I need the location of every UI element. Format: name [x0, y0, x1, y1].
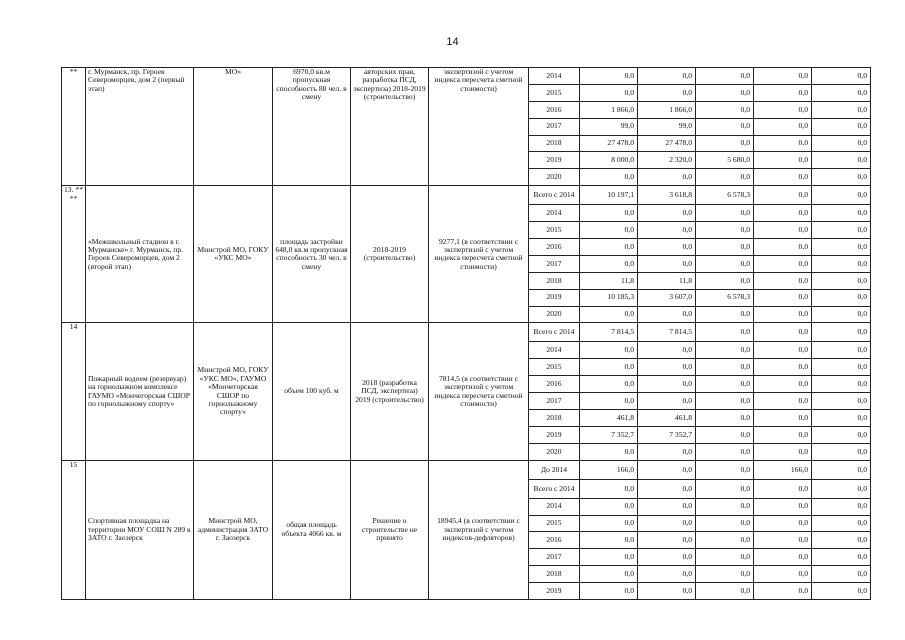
value-cell: 166,0 [754, 460, 812, 479]
value-cell: 0,0 [754, 222, 812, 239]
year-cell: 2016 [529, 532, 580, 549]
year-cell: 2014 [529, 68, 580, 85]
value-cell: 0,0 [812, 289, 871, 306]
value-cell: 0,0 [754, 566, 812, 583]
row-number: ** [62, 68, 86, 186]
value-cell: 11,8 [638, 272, 696, 289]
year-cell: Всего с 2014 [529, 479, 580, 498]
value-cell: 0,0 [638, 255, 696, 272]
object-name: г. Мурманск, пр. Героев Североморцев, дом 2 (первый этап) [86, 68, 194, 186]
table-row [62, 186, 871, 205]
value-cell: 0,0 [812, 443, 871, 460]
value-cell: 0,0 [638, 84, 696, 101]
value-cell: 0,0 [754, 306, 812, 323]
year-cell: 2016 [529, 239, 580, 256]
year-cell: 2017 [529, 393, 580, 410]
value-cell: 0,0 [754, 323, 812, 342]
value-cell: 0,0 [754, 479, 812, 498]
value-cell: 10 185,3 [580, 289, 638, 306]
value-cell: 0,0 [580, 169, 638, 186]
year-cell: 2017 [529, 118, 580, 135]
value-cell: 7 814,5 [580, 323, 638, 342]
value-cell: 0,0 [696, 272, 754, 289]
value-cell: 0,0 [754, 583, 812, 600]
value-cell: 0,0 [696, 323, 754, 342]
year-cell: 2015 [529, 84, 580, 101]
year-cell: 2014 [529, 205, 580, 222]
value-cell: 0,0 [812, 255, 871, 272]
value-cell: 0,0 [754, 426, 812, 443]
value-cell: 0,0 [812, 376, 871, 393]
value-cell: 0,0 [638, 583, 696, 600]
value-cell: 99,0 [580, 118, 638, 135]
investment-table [61, 67, 871, 600]
value-cell: 0,0 [580, 306, 638, 323]
value-cell: 0,0 [696, 583, 754, 600]
value-cell: 0,0 [638, 342, 696, 359]
value-cell: 0,0 [696, 498, 754, 515]
value-cell: 0,0 [812, 479, 871, 498]
year-cell: 2019 [529, 426, 580, 443]
value-cell: 0,0 [580, 393, 638, 410]
period: Решение о строительстве не принято [351, 460, 429, 599]
value-cell: 0,0 [812, 532, 871, 549]
value-cell: 0,0 [580, 84, 638, 101]
year-cell: 2020 [529, 169, 580, 186]
value-cell: 0,0 [638, 532, 696, 549]
value-cell: 0,0 [812, 222, 871, 239]
value-cell: 0,0 [754, 152, 812, 169]
value-cell: 0,0 [754, 169, 812, 186]
object-name: «Межшкольный стадион в г. Мурманске» г. Мурманск, пр. Героев Североморцев, дом 2 (второй этап) [86, 186, 194, 323]
value-cell: 0,0 [754, 359, 812, 376]
value-cell: 0,0 [812, 68, 871, 85]
value-cell: 0,0 [580, 479, 638, 498]
year-cell: 2014 [529, 498, 580, 515]
value-cell: 0,0 [754, 515, 812, 532]
value-cell: 0,0 [754, 118, 812, 135]
value-cell: 0,0 [638, 393, 696, 410]
value-cell: 5 680,0 [696, 152, 754, 169]
value-cell: 0,0 [812, 101, 871, 118]
value-cell: 0,0 [580, 342, 638, 359]
period: 2018-2019 (строительство) [351, 186, 429, 323]
value-cell: 0,0 [696, 410, 754, 427]
value-cell: 0,0 [638, 479, 696, 498]
value-cell: 0,0 [754, 101, 812, 118]
value-cell: 0,0 [638, 515, 696, 532]
value-cell: 7 352,7 [580, 426, 638, 443]
page-number: 14 [446, 36, 459, 48]
value-cell: 99,0 [638, 118, 696, 135]
value-cell: 0,0 [754, 205, 812, 222]
value-cell: 0,0 [638, 306, 696, 323]
value-cell: 6 578,3 [696, 289, 754, 306]
value-cell: 3 607,0 [638, 289, 696, 306]
table-row [62, 460, 871, 479]
value-cell: 3 618,8 [638, 186, 696, 205]
value-cell: 0,0 [812, 359, 871, 376]
value-cell: 0,0 [754, 376, 812, 393]
capacity: общая площадь объекта 4066 кв. м [273, 460, 351, 599]
capacity: 6970,0 кв.м пропускная способность 88 чел. в смену [273, 68, 351, 186]
value-cell: 0,0 [754, 549, 812, 566]
value-cell: 0,0 [754, 498, 812, 515]
value-cell: 0,0 [696, 169, 754, 186]
value-cell: 0,0 [812, 515, 871, 532]
table-row [62, 323, 871, 342]
value-cell: 0,0 [580, 222, 638, 239]
year-cell: 2020 [529, 443, 580, 460]
period: 2018 (разработка ПСД, экспертиза) 2019 (строительство) [351, 323, 429, 460]
value-cell: 0,0 [638, 68, 696, 85]
value-cell: 0,0 [812, 135, 871, 152]
value-cell: 0,0 [812, 498, 871, 515]
value-cell: 0,0 [696, 255, 754, 272]
year-cell: 2018 [529, 410, 580, 427]
value-cell: 0,0 [638, 460, 696, 479]
value-cell: 0,0 [696, 359, 754, 376]
value-cell: 0,0 [754, 272, 812, 289]
value-cell: 0,0 [696, 566, 754, 583]
value-cell: 0,0 [580, 359, 638, 376]
value-cell: 0,0 [638, 566, 696, 583]
value-cell: 0,0 [812, 239, 871, 256]
value-cell: 7 352,7 [638, 426, 696, 443]
value-cell: 0,0 [580, 532, 638, 549]
value-cell: 0,0 [696, 443, 754, 460]
value-cell: 0,0 [754, 443, 812, 460]
value-cell: 0,0 [754, 532, 812, 549]
value-cell: 0,0 [754, 393, 812, 410]
year-cell: Всего с 2014 [529, 186, 580, 205]
year-cell: 2019 [529, 152, 580, 169]
value-cell: 0,0 [812, 342, 871, 359]
value-cell: 0,0 [580, 68, 638, 85]
value-cell: 0,0 [696, 515, 754, 532]
value-cell: 0,0 [696, 205, 754, 222]
value-cell: 27 478,0 [580, 135, 638, 152]
year-cell: 2019 [529, 583, 580, 600]
value-cell: 10 197,1 [580, 186, 638, 205]
year-cell: 2014 [529, 342, 580, 359]
object-name: Пожарный водоем (резервуар) на горнолыжном комплексе ГАУМО «Мончегорская СШОР по горнолыжному спорту» [86, 323, 194, 460]
year-cell: 2020 [529, 306, 580, 323]
cost-estimate: 18945,4 (в соответствии с экспертизой с учетом индексов-дефляторов) [429, 460, 529, 599]
responsible-org: Минстрой МО, ГОКУ «УКС МО», ГАУМО «Мончегорская СШОР по горнолыжному спорту» [194, 323, 273, 460]
value-cell: 8 000,0 [580, 152, 638, 169]
value-cell: 0,0 [638, 498, 696, 515]
year-cell: 2018 [529, 135, 580, 152]
responsible-org: Минстрой МО, администрация ЗАТО г. Заозерск [194, 460, 273, 599]
value-cell: 0,0 [638, 222, 696, 239]
value-cell: 0,0 [696, 239, 754, 256]
value-cell: 11,8 [580, 272, 638, 289]
value-cell: 0,0 [696, 426, 754, 443]
value-cell: 0,0 [754, 289, 812, 306]
value-cell: 0,0 [580, 498, 638, 515]
value-cell: 0,0 [812, 272, 871, 289]
value-cell: 0,0 [638, 239, 696, 256]
value-cell: 0,0 [812, 460, 871, 479]
value-cell: 0,0 [638, 169, 696, 186]
value-cell: 0,0 [696, 376, 754, 393]
value-cell: 0,0 [812, 152, 871, 169]
value-cell: 0,0 [580, 566, 638, 583]
year-cell: Всего с 2014 [529, 323, 580, 342]
value-cell: 0,0 [812, 426, 871, 443]
value-cell: 0,0 [812, 306, 871, 323]
value-cell: 0,0 [580, 515, 638, 532]
value-cell: 0,0 [812, 84, 871, 101]
value-cell: 0,0 [638, 359, 696, 376]
cost-estimate: 7814,5 (в соответствии с экспертизой с учетом индекса пересчета сметной стоимости) [429, 323, 529, 460]
value-cell: 7 814,5 [638, 323, 696, 342]
value-cell: 0,0 [754, 342, 812, 359]
value-cell: 0,0 [696, 84, 754, 101]
value-cell: 0,0 [696, 118, 754, 135]
period: авторских прав, разработка ПСД, экспертиза) 2018-2019 (строительство) [351, 68, 429, 186]
table-row [62, 68, 871, 85]
year-cell: 2015 [529, 359, 580, 376]
value-cell: 0,0 [754, 255, 812, 272]
value-cell: 0,0 [812, 186, 871, 205]
value-cell: 0,0 [696, 479, 754, 498]
value-cell: 0,0 [754, 135, 812, 152]
responsible-org: Минстрой МО, ГОКУ «УКС МО» [194, 186, 273, 323]
value-cell: 0,0 [696, 342, 754, 359]
value-cell: 461,8 [580, 410, 638, 427]
row-number: 15 [62, 460, 86, 599]
row-number: 14 [62, 323, 86, 460]
value-cell: 0,0 [754, 186, 812, 205]
value-cell: 166,0 [580, 460, 638, 479]
year-cell: 2015 [529, 222, 580, 239]
value-cell: 0,0 [696, 393, 754, 410]
value-cell: 0,0 [812, 549, 871, 566]
value-cell: 0,0 [754, 84, 812, 101]
value-cell: 1 866,0 [638, 101, 696, 118]
capacity: объем 100 куб. м [273, 323, 351, 460]
value-cell: 0,0 [754, 68, 812, 85]
value-cell: 0,0 [696, 549, 754, 566]
value-cell: 0,0 [812, 118, 871, 135]
value-cell: 2 320,0 [638, 152, 696, 169]
capacity: площадь застройки 648,0 кв.м пропускная способность 30 чел. в смену [273, 186, 351, 323]
year-cell: 2018 [529, 272, 580, 289]
value-cell: 0,0 [812, 169, 871, 186]
value-cell: 0,0 [696, 532, 754, 549]
value-cell: 461,8 [638, 410, 696, 427]
value-cell: 0,0 [696, 101, 754, 118]
value-cell: 0,0 [754, 410, 812, 427]
year-cell: 2017 [529, 255, 580, 272]
value-cell: 0,0 [696, 306, 754, 323]
year-cell: 2016 [529, 376, 580, 393]
value-cell: 0,0 [812, 393, 871, 410]
value-cell: 0,0 [638, 549, 696, 566]
value-cell: 0,0 [696, 135, 754, 152]
object-name: Спортивная площадка на территории МОУ СОШ N 289 в ЗАТО г. Заозерск [86, 460, 194, 599]
row-number: 13. ** ** [62, 186, 86, 323]
year-cell: 2015 [529, 515, 580, 532]
responsible-org: МО» [194, 68, 273, 186]
value-cell: 0,0 [754, 239, 812, 256]
cost-estimate: 9277,1 (в соответствии с экспертизой с учетом индекса пересчета сметной стоимости) [429, 186, 529, 323]
year-cell: 2019 [529, 289, 580, 306]
value-cell: 0,0 [812, 323, 871, 342]
value-cell: 0,0 [580, 239, 638, 256]
value-cell: 6 578,3 [696, 186, 754, 205]
value-cell: 0,0 [696, 222, 754, 239]
value-cell: 0,0 [580, 205, 638, 222]
value-cell: 0,0 [580, 255, 638, 272]
year-cell: 2016 [529, 101, 580, 118]
value-cell: 0,0 [812, 583, 871, 600]
value-cell: 0,0 [580, 549, 638, 566]
value-cell: 0,0 [638, 376, 696, 393]
value-cell: 0,0 [696, 68, 754, 85]
value-cell: 0,0 [812, 410, 871, 427]
value-cell: 27 478,0 [638, 135, 696, 152]
year-cell: 2018 [529, 566, 580, 583]
value-cell: 0,0 [812, 566, 871, 583]
value-cell: 0,0 [696, 460, 754, 479]
cost-estimate: экспертизой с учетом индекса пересчета сметной стоимости) [429, 68, 529, 186]
value-cell: 0,0 [638, 205, 696, 222]
year-cell: До 2014 [529, 460, 580, 479]
value-cell: 0,0 [580, 443, 638, 460]
value-cell: 0,0 [638, 443, 696, 460]
value-cell: 0,0 [812, 205, 871, 222]
year-cell: 2017 [529, 549, 580, 566]
value-cell: 0,0 [580, 583, 638, 600]
value-cell: 0,0 [580, 376, 638, 393]
value-cell: 1 866,0 [580, 101, 638, 118]
